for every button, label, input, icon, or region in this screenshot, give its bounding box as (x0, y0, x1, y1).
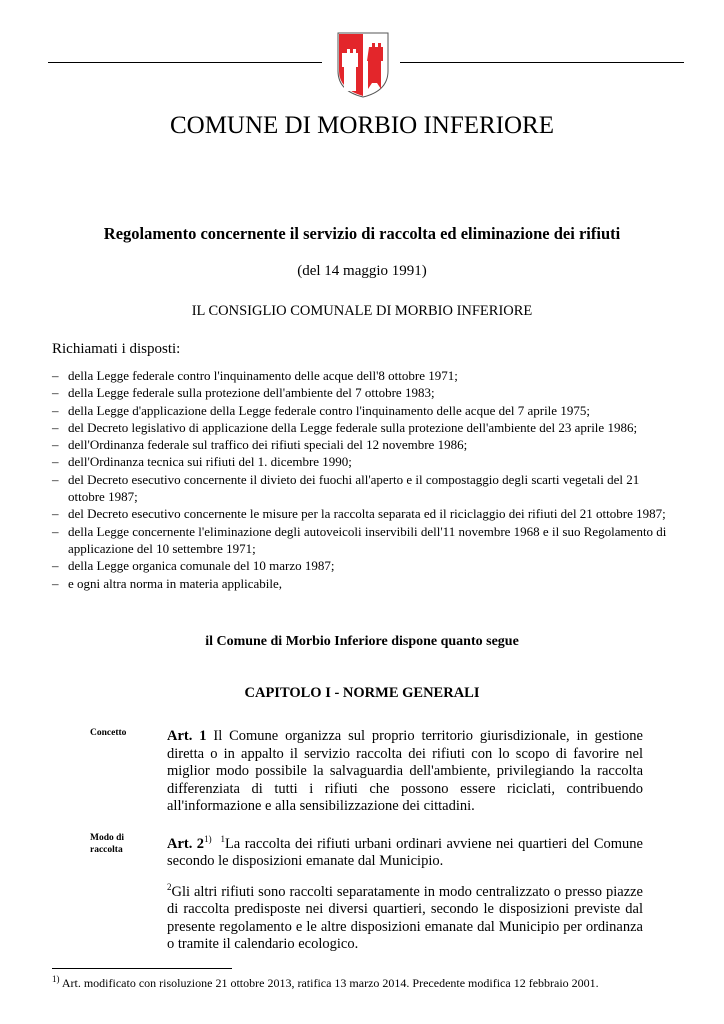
margin-note-art2 (90, 832, 124, 856)
list-item: – della Legge concernente l'eliminazione degli autoveicoli inservibili dell'11 novembre 1968 e il suo Regolamento di applicazione del 10 settembre 1971; (52, 523, 677, 558)
article-label: Art. 1 (167, 728, 207, 744)
list-item: – della Legge federale sulla protezione dell'ambiente del 7 ottobre 1983; (52, 384, 677, 401)
municipality-name: COMUNE DI MORBIO INFERIORE (169, 112, 555, 139)
list-item: – del Decreto esecutivo concernente le misure per la raccolta separata ed il riciclaggio dei rifiuti del 21 ottobre 1987; (52, 505, 677, 522)
footnote-mark: 1) (52, 974, 60, 984)
recalled-list (52, 367, 677, 592)
footnote-separator (52, 968, 232, 969)
header-rule-left (48, 62, 322, 63)
list-item: – del Decreto legislativo di applicazione della Legge federale sulla protezione dell'ambiente del 23 aprile 1986; (52, 419, 677, 436)
article-2 (167, 831, 643, 962)
article-1 (167, 728, 643, 824)
regulation-date: (del 14 maggio 1991) (297, 263, 427, 279)
recalled-label: Richiamati i disposti: (52, 341, 181, 357)
list-item: – e ogni altra norma in materia applicabile, (52, 575, 677, 592)
paragraph-number: 2 (167, 881, 172, 892)
header-rule-right (400, 62, 684, 63)
article-text: La raccolta dei rifiuti urbani ordinari avviene nei quartieri del Comune secondo le disposizioni emanate dal Municipio. (167, 835, 643, 870)
article-text: Il Comune organizza sul proprio territorio giurisdizionale, in gestione diretta o in appalto il servizio raccolta dei rifiuti con lo scopo di favorire nel miglior modo possibile la salvaguardia dell'ambiente, privilegiando la raccolta differenziata di tutti i rifiuti che possono essere riciclati, contribuendo all'informazione e alla sensibilizzazione dei cittadini. (167, 728, 643, 814)
footnote (52, 974, 599, 991)
list-item: – della Legge d'applicazione della Legge federale contro l'inquinamento delle acque del 7 aprile 1975; (52, 402, 677, 419)
paragraph-number: 1 (220, 834, 225, 844)
chapter-heading: CAPITOLO I - NORME GENERALI (244, 685, 480, 701)
decree-statement: il Comune di Morbio Inferiore dispone quanto segue (205, 634, 519, 649)
coat-of-arms-logo (336, 31, 390, 99)
article-text: Gli altri rifiuti sono raccolti separatamente in modo centralizzato o presso piazze di raccolta predisposte nei diversi quartieri, secondo le disposizioni previste dal presente regolamento e le altre disposizioni emanate dal Municipio per ordinanza o tramite il calendario ecologico. (167, 883, 643, 953)
margin-note-line: Modo di (90, 833, 125, 843)
regulation-title: Regolamento concernente il servizio di raccolta ed eliminazione dei rifiuti (103, 224, 621, 243)
list-item: – della Legge organica comunale del 10 marzo 1987; (52, 557, 677, 574)
article-label: Art. 2 (167, 835, 205, 852)
list-item: – dell'Ordinanza federale sul traffico dei rifiuti speciali del 12 novembre 1986; (52, 436, 677, 453)
footnote-text: Art. modificato con risoluzione 21 ottobre 2013, ratifica 13 marzo 2014. Precedente modifica 12 febbraio 2001. (61, 976, 599, 990)
list-item: – dell'Ordinanza tecnica sui rifiuti del 1. dicembre 1990; (52, 453, 677, 470)
list-item: – del Decreto esecutivo concernente il divieto dei fuochi all'aperto e il compostaggio degli scarti vegetali del 21 ottobre 1987; (52, 471, 677, 506)
list-item: – della Legge federale contro l'inquinamento delle acque dell'8 ottobre 1971; (52, 367, 677, 384)
margin-note-line: raccolta (90, 845, 123, 855)
footnote-ref[interactable]: 1) (204, 834, 212, 844)
margin-note-art1: Concetto (90, 728, 127, 738)
council-heading: IL CONSIGLIO COMUNALE DI MORBIO INFERIORE (191, 303, 533, 319)
